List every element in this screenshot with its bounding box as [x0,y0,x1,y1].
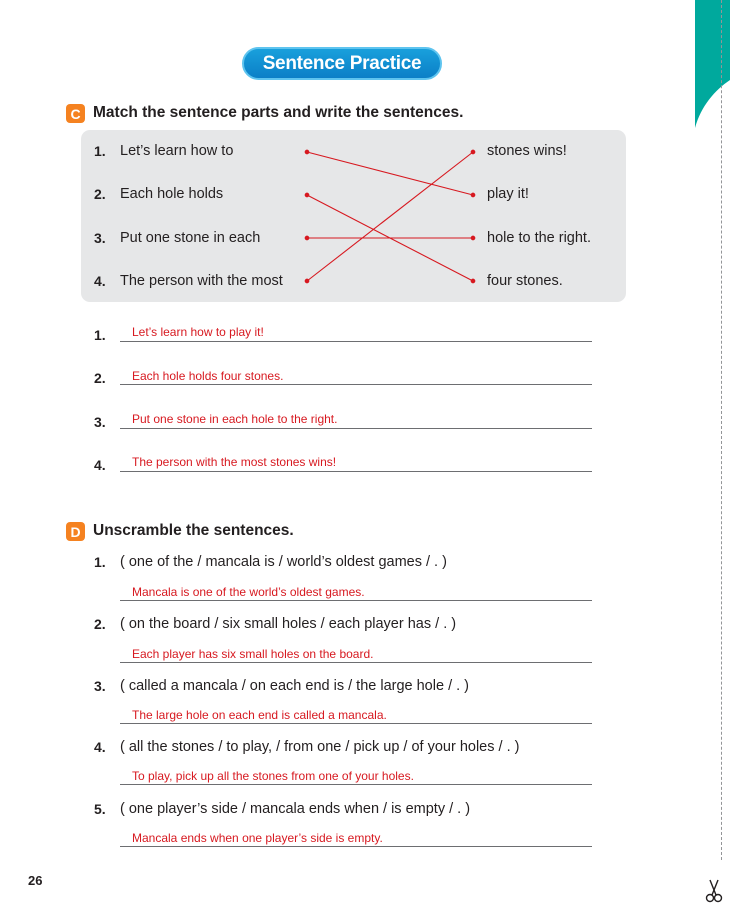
c-answer-num-3: 3. [94,414,106,430]
section-d-badge: D [66,522,85,541]
dot-l1 [305,150,309,154]
match-right-3: hole to the right. [487,230,591,246]
d-answer-1[interactable]: Mancala is one of the world’s oldest games. [132,585,365,599]
c-answer-line-2 [120,384,592,385]
match-left-1: Let’s learn how to [120,143,234,159]
scissors-icon [704,878,724,904]
d-prompt-4: ( all the stones / to play, / from one / pick up / of your holes / . ) [120,739,520,755]
c-answer-num-2: 2. [94,370,106,386]
d-num-4: 4. [94,739,106,755]
c-answer-2[interactable]: Each hole holds four stones. [132,369,284,383]
d-answer-line-4 [120,784,592,785]
d-answer-2[interactable]: Each player has six small holes on the board. [132,647,374,661]
match-right-4: four stones. [487,273,563,289]
match-left-num-1: 1. [94,143,106,159]
c-answer-line-3 [120,428,592,429]
match-left-num-4: 4. [94,273,106,289]
match-line-4 [307,152,473,281]
c-answer-4[interactable]: The person with the most stones wins! [132,455,337,469]
c-answer-line-4 [120,471,592,472]
c-answer-3[interactable]: Put one stone in each hole to the right. [132,412,338,426]
section-c-badge: C [66,104,85,123]
dot-r2 [471,193,475,197]
d-num-2: 2. [94,616,106,632]
d-answer-5[interactable]: Mancala ends when one player’s side is empty. [132,831,383,845]
page-number: 26 [28,873,43,888]
matching-lines [0,0,730,320]
section-c-heading: Match the sentence parts and write the sentences. [93,104,464,121]
d-prompt-2: ( on the board / six small holes / each player has / . ) [120,616,457,632]
c-answer-num-1: 1. [94,327,106,343]
match-right-1: stones wins! [487,143,567,159]
match-right-2: play it! [487,186,529,202]
match-left-num-2: 2. [94,186,106,202]
dot-l3 [305,236,309,240]
c-answer-num-4: 4. [94,457,106,473]
dot-r1 [471,150,475,154]
match-left-num-3: 3. [94,230,106,246]
match-line-1 [307,152,473,195]
section-d-heading: Unscramble the sentences. [93,522,294,539]
dot-l4 [305,279,309,283]
d-answer-line-5 [120,846,592,847]
d-num-5: 5. [94,801,106,817]
d-prompt-1: ( one of the / mancala is / world’s oldest games / . ) [120,554,447,570]
page-title: Sentence Practice [242,47,442,80]
match-left-3: Put one stone in each [120,230,261,246]
match-left-4: The person with the most [120,273,283,289]
d-answer-3[interactable]: The large hole on each end is called a mancala. [132,708,387,722]
d-answer-line-1 [120,600,592,601]
c-answer-1[interactable]: Let’s learn how to play it! [132,325,264,339]
dot-r3 [471,236,475,240]
d-answer-4[interactable]: To play, pick up all the stones from one of your holes. [132,769,414,783]
d-num-1: 1. [94,554,106,570]
c-answer-line-1 [120,341,592,342]
d-answer-line-2 [120,662,592,663]
d-prompt-3: ( called a mancala / on each end is / the large hole / . ) [120,678,470,694]
match-left-2: Each hole holds [120,186,224,202]
d-num-3: 3. [94,678,106,694]
dot-r4 [471,279,475,283]
d-prompt-5: ( one player’s side / mancala ends when / is empty / . ) [120,801,471,817]
dot-l2 [305,193,309,197]
d-answer-line-3 [120,723,592,724]
